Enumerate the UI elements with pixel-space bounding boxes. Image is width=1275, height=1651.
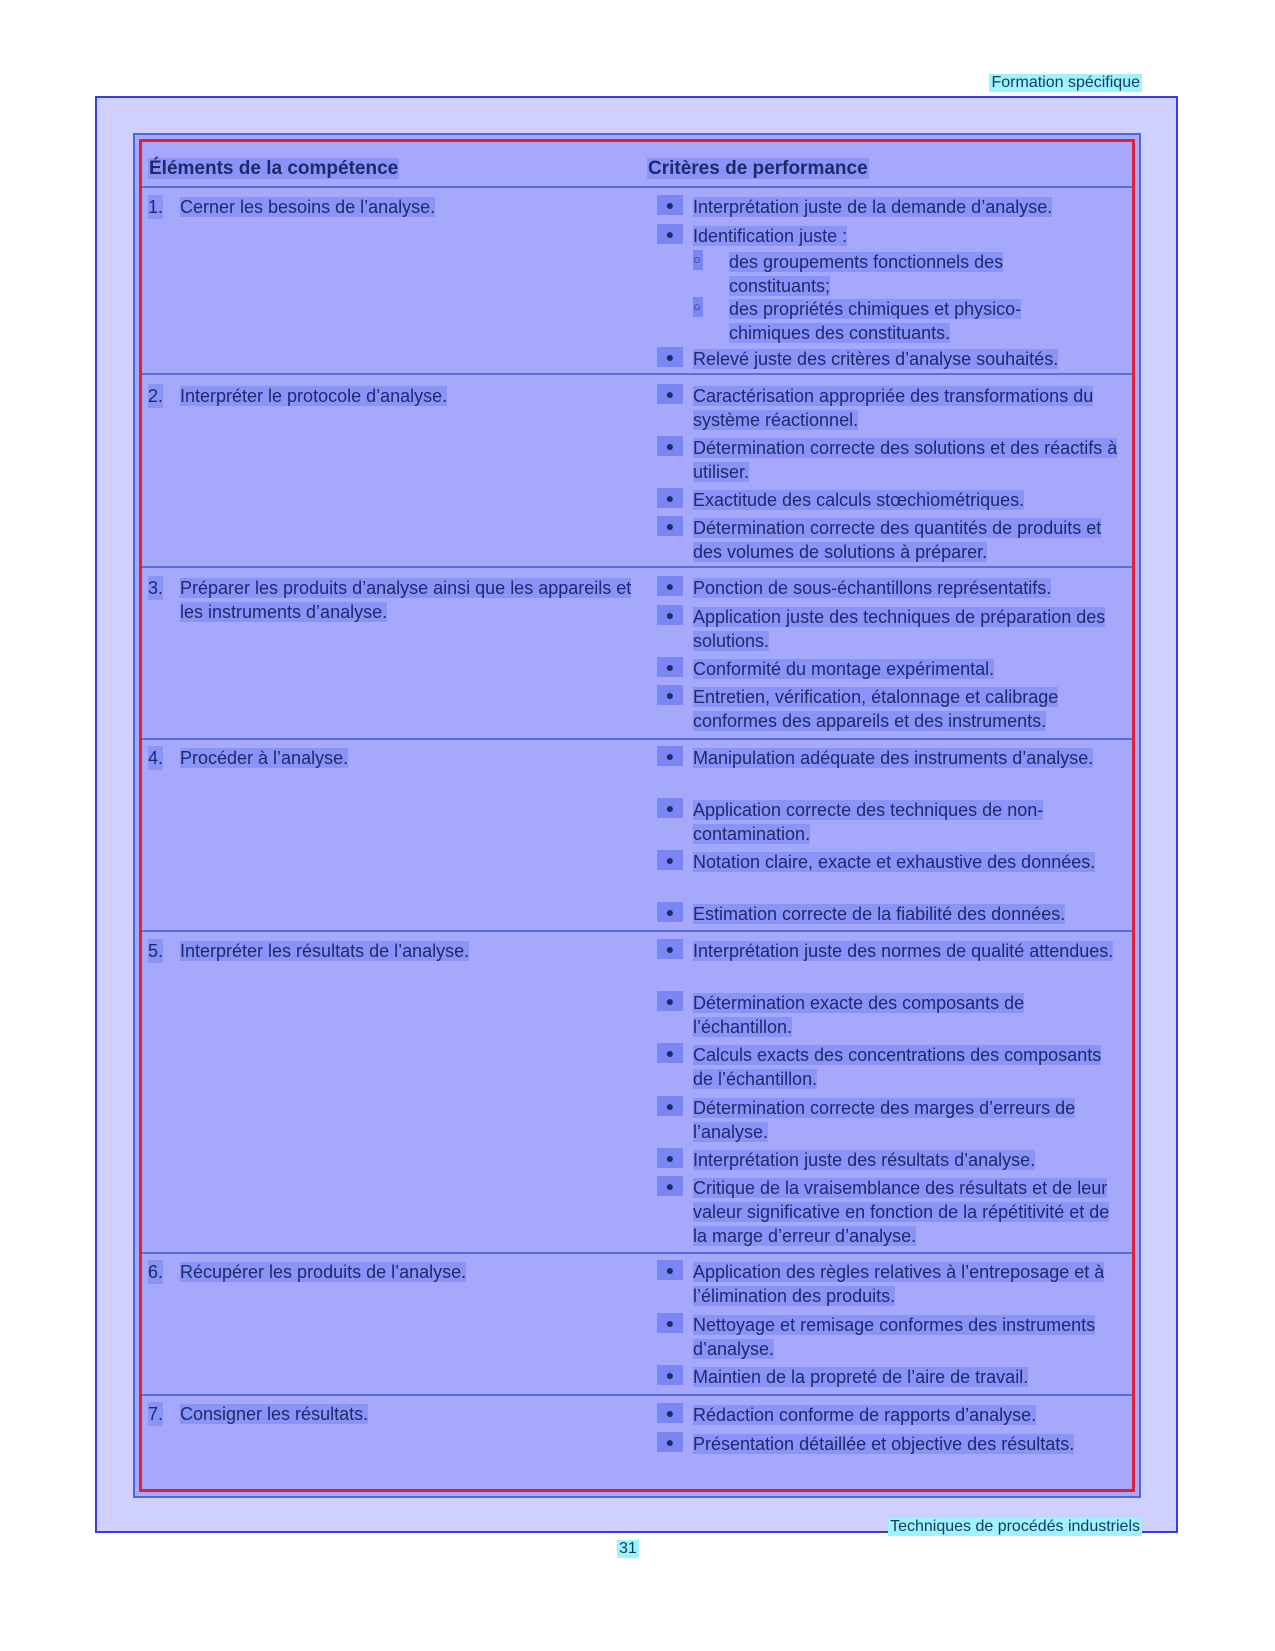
row-divider	[142, 738, 1132, 740]
row-divider	[142, 1394, 1132, 1396]
table-border: Éléments de la compétence Critères de performance 1. Cerner les besoins de l’analyse. ● Interprétation juste de la demande d’analyse. ● Identification juste : ○ des groupements fonctionnels des constituants; ○ des propriétés chimiques et physico-chimiques des constituants. ● Relevé juste des critères d’analyse souhaités. 2. Interpréter le protocole d’analyse. ● Caractérisation appropriée des transformations du système réactionnel. ● Détermination correcte des solutions et des réactifs à utiliser. ● Exactitude des calculs stœchiométriques. ● Détermination correcte des quantités de produits et des volumes de solutions à préparer. 3. Préparer les produits d’analyse ainsi que les appareils et les instruments d’analyse. ● Ponction de sous-échantillons représentatifs. ● Application juste des techniques de préparation des solutions. ● Conformité du montage expérimental. ● Entretien, vérification, étalonnage et calibrage conformes des appareils et des instruments. 4. Procéder à l’analyse. ● Manipulation adéquate des instruments d’analyse. ● Application correcte des techniques de non-contamination. ● Notation claire, exacte et exhaustive des données. ● Estimation correcte de la fiabilité des données. 5. Interpréter les résultats de l’analyse. ● Interprétation juste des normes de qualité attendues. ● Détermination exacte des composants de l’échantillon. ● Calculs exacts des concentrations des composants de l’échantillon. ● Détermination correcte des marges d’erreurs de l’analyse. ● Interprétation juste des résultats d’analyse. ● Critique de la vraisemblance des résultats et de leur valeur significative en fonction de la répétitivité et de la marge d’erreur d’analyse. 6. Récupérer les produits de l’analyse. ● Application des règles relatives à l’entreposage et à l’élimination des produits. ● Nettoyage et remisage conformes des instruments d’analyse. ● Maintien de la propreté de l’aire de travail. 7. Consigner les résultats. ● Rédaction conforme de rapports d’analyse. ● Présentation détaillée et objective des résultats.	[139, 139, 1135, 1492]
row-divider	[142, 1252, 1132, 1254]
page-number: 31	[619, 1540, 637, 1557]
column-header-criteria: Critères de performance	[648, 158, 868, 179]
competence-table	[133, 133, 1141, 1498]
column-header-elements: Éléments de la compétence	[149, 158, 399, 179]
row-divider	[142, 930, 1132, 932]
header-divider	[142, 186, 1132, 188]
running-header: Formation spécifique	[991, 74, 1140, 91]
row-divider	[142, 373, 1132, 375]
row-divider	[142, 566, 1132, 568]
running-footer: Techniques de procédés industriels	[890, 1518, 1140, 1535]
